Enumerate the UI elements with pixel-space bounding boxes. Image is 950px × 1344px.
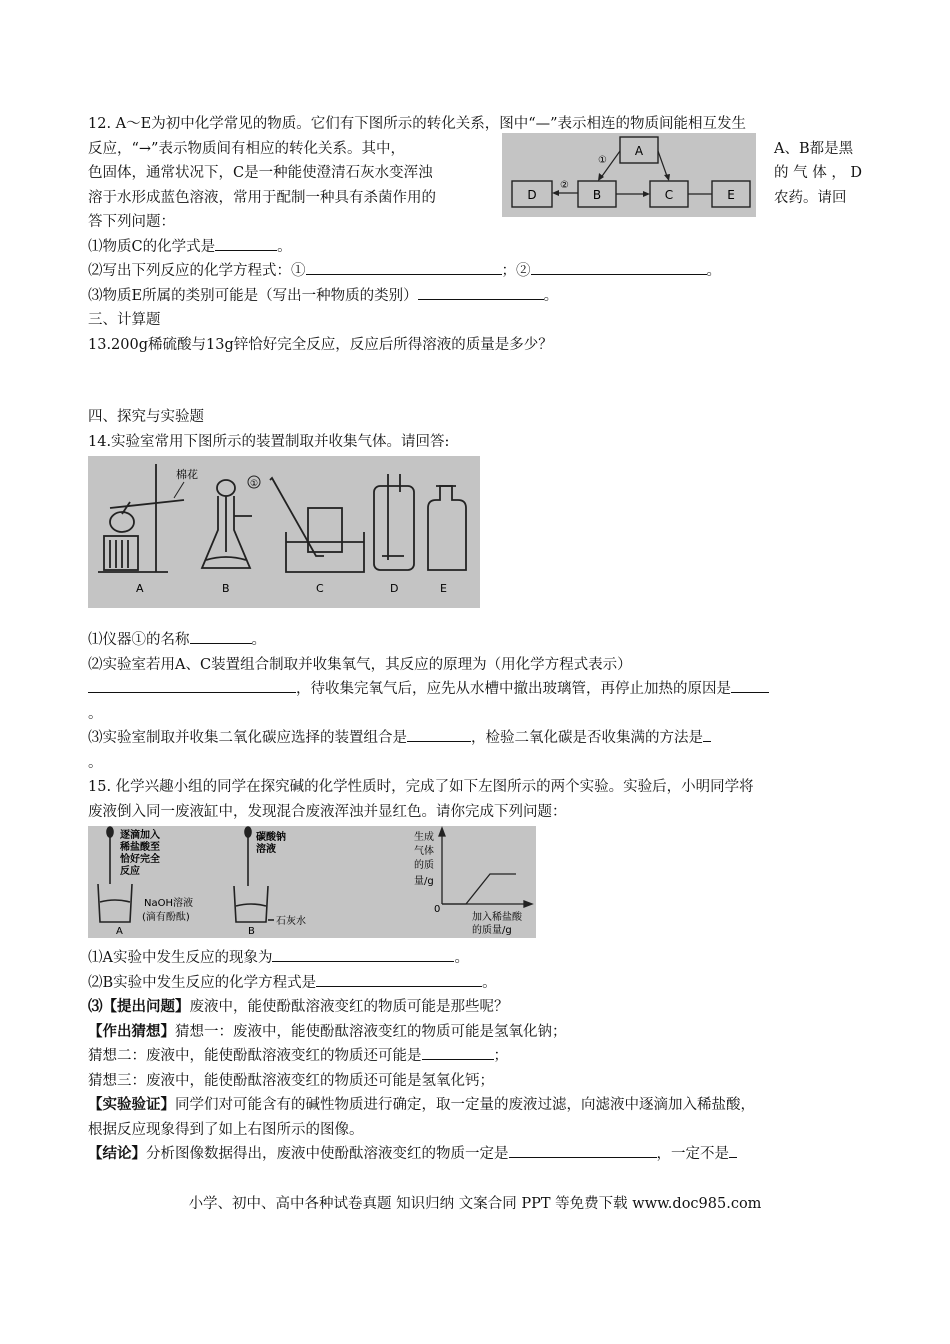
q15-guess2: 猜想二：废液中，能使酚酞溶液变红的物质还可能是 ； xyxy=(88,1044,864,1069)
label-a: A xyxy=(634,143,644,158)
label-d: D xyxy=(527,187,537,202)
graph-x-2: 的质量/g xyxy=(472,925,512,936)
apparatus-b xyxy=(202,480,252,568)
q12-left-line: 答下列问题： xyxy=(88,214,175,230)
answer-blank[interactable] xyxy=(190,628,252,644)
label-arrow2: ② xyxy=(560,179,569,191)
q14-sub2-end: 。 xyxy=(88,705,103,722)
answer-blank[interactable] xyxy=(703,726,711,742)
b-top-1: 碳酸钠 xyxy=(256,832,286,843)
graph-y-2: 气体 xyxy=(414,846,434,857)
q15-line2: 废液倒入同一废液缸中，发现混合废液浑浊并显红色。请你完成下列问题： xyxy=(88,803,567,820)
q14-intro: 14.实验室常用下图所示的装置制取并收集气体。请回答: xyxy=(88,433,450,450)
label-b: B xyxy=(222,582,230,595)
q14-sub3: ⑶实验室制取并收集二氧化碳应选择的装置组合是 ，检验二氧化碳是否收集满的方法是 xyxy=(88,726,864,751)
q12-left-line: 溶于水形成蓝色溶液，常用于配制一种具有杀菌作用的 xyxy=(88,189,436,206)
answer-blank[interactable] xyxy=(531,259,707,275)
q14-sub1: ⑴仪器①的名称 。 xyxy=(88,628,864,653)
answer-blank[interactable] xyxy=(316,971,482,987)
q12-left-line: 色固体，通常状况下，C是一种能使澄清石灰水变浑浊 xyxy=(88,165,433,181)
graph-y-1: 生成 xyxy=(414,832,434,843)
cotton-leader xyxy=(174,482,184,498)
answer-blank[interactable] xyxy=(215,235,277,251)
q15-conclusion: 【结论】分析图像数据得出，废液中使酚酞溶液变红的物质一定是 ，一定不是 xyxy=(88,1142,864,1167)
q15-experiment-figure xyxy=(88,826,536,938)
b-bottom: 石灰水 xyxy=(276,916,306,927)
q12-right-line: 的 气 体 ， D xyxy=(774,165,863,181)
a-top-1: 逐滴加入 xyxy=(120,830,160,841)
answer-blank[interactable] xyxy=(88,677,296,693)
graph-x-1: 加入稀盐酸 xyxy=(472,912,522,923)
q12-sub3: ⑶物质E所属的类别可能是（写出一种物质的类别） 。 xyxy=(88,284,864,309)
label-b: B xyxy=(592,187,602,202)
apparatus-a xyxy=(98,464,184,572)
label-c: C xyxy=(316,582,324,595)
q14-sub2-line1: ⑵实验室若用A、C装置组合制取并收集氧气，其反应的原理为（用化学方程式表示） xyxy=(88,656,632,673)
answer-blank[interactable] xyxy=(729,1142,737,1158)
q14-apparatus-figure xyxy=(88,456,480,608)
section4-title: 四、探究与实验题 xyxy=(88,409,204,425)
q12-right-line: 农药。请回 xyxy=(774,189,847,206)
q15-line1: 15. 化学兴趣小组的同学在探究碱的化学性质时，完成了如下左图所示的两个实验。实验后，小明同学将 xyxy=(88,779,754,795)
answer-blank[interactable] xyxy=(731,677,769,693)
arrow-a-c-head xyxy=(664,174,670,181)
label-e: E xyxy=(440,582,447,595)
label-b: B xyxy=(248,926,255,937)
q12-line1: 12. A～E为初中化学常见的物质。它们有下图所示的转化关系，图中“—”表示相连的物质间能相互发生 xyxy=(88,116,747,132)
a-top-2: 稀盐酸至 xyxy=(120,842,160,853)
q15-sub3: ⑶【提出问题】废液中，能使酚酞溶液变红的物质可能是那些呢？ xyxy=(88,998,509,1015)
q12-sub1: ⑴物质C的化学式是 。 xyxy=(88,235,864,260)
gas-graph xyxy=(439,828,532,907)
arrow-b-to-c-head xyxy=(643,191,650,197)
circle1-label: ① xyxy=(249,479,259,489)
label-d: D xyxy=(390,582,399,595)
graph-origin: 0 xyxy=(434,904,441,915)
q15-verify: 【实验验证】同学们对可能含有的碱性物质进行确定，取一定量的废液过滤，向滤液中逐滴加入稀盐酸， xyxy=(88,1096,755,1113)
answer-blank[interactable] xyxy=(509,1142,657,1158)
q14-sub2-line2: ，待收集完氧气后，应先从水槽中撤出玻璃管，再停止加热的原因是 xyxy=(88,677,864,702)
answer-blank[interactable] xyxy=(272,946,454,962)
apparatus-d xyxy=(374,474,414,570)
q12-sub2: ⑵写出下列反应的化学方程式：① ；② 。 xyxy=(88,259,864,284)
section3-title: 三、计算题 xyxy=(88,312,161,328)
apparatus-c xyxy=(270,478,364,572)
answer-blank[interactable] xyxy=(407,726,471,742)
answer-blank[interactable] xyxy=(422,1044,494,1060)
q15-verify-line2: 根据反应现象得到了如上右图所示的图像。 xyxy=(88,1121,364,1138)
answer-blank[interactable] xyxy=(418,284,544,300)
a-bottom-1: NaOH溶液 xyxy=(144,898,193,909)
arrow-b-to-d-head xyxy=(552,190,559,196)
q12-left-text xyxy=(88,137,486,235)
q12-transformation-diagram xyxy=(502,133,756,217)
label-arrow1: ① xyxy=(598,154,607,166)
exam-page xyxy=(88,112,864,1167)
label-a: A xyxy=(116,926,123,937)
apparatus-e xyxy=(428,486,466,570)
b-top-2: 溶液 xyxy=(256,844,276,855)
cotton-label: 棉花 xyxy=(176,468,198,481)
q12-right-text xyxy=(774,137,864,211)
a-bottom-2: (滴有酚酞) xyxy=(142,912,190,923)
label-c: C xyxy=(664,187,674,202)
q13-text: 13.200g稀硫酸与13g锌恰好完全反应，反应后所得溶液的质量是多少？ xyxy=(88,336,553,353)
label-a: A xyxy=(136,582,144,595)
a-top-3: 恰好完全 xyxy=(120,854,160,865)
q12-block xyxy=(88,137,864,235)
q15-guess3: 猜想三：废液中，能使酚酞溶液变红的物质还可能是氢氧化钙； xyxy=(88,1072,494,1089)
q14-sub3-end: 。 xyxy=(88,754,103,771)
q12-left-line: 反应，“→”表示物质间有相应的转化关系。其中， xyxy=(88,140,405,157)
label-e: E xyxy=(727,187,735,202)
page-footer: 小学、初中、高中各种试卷真题 知识归纳 文案合同 PPT 等免费下载 www.doc985.com xyxy=(188,1196,762,1212)
answer-blank[interactable] xyxy=(306,259,502,275)
q15-sub2: ⑵B实验中发生反应的化学方程式是 。 xyxy=(88,971,864,996)
graph-y-3: 的质 xyxy=(414,860,434,871)
q12-right-line: A、B都是黑 xyxy=(774,140,854,157)
a-top-4: 反应 xyxy=(120,866,140,877)
q15-guess: 【作出猜想】猜想一：废液中，能使酚酞溶液变红的物质可能是氢氧化钠； xyxy=(88,1022,567,1040)
q15-sub1: ⑴A实验中发生反应的现象为 。 xyxy=(88,946,864,971)
graph-y-4: 量/g xyxy=(414,876,434,887)
